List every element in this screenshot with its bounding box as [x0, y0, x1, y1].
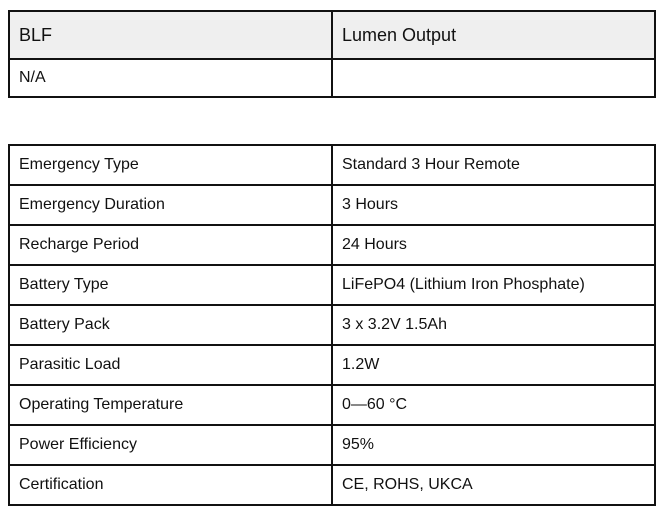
spec-label: Emergency Type [9, 145, 332, 185]
table-row [9, 59, 655, 97]
spec-label: Operating Temperature [9, 385, 332, 425]
table-row [9, 465, 655, 505]
spec-value: 95% [332, 425, 655, 465]
spec-value: Standard 3 Hour Remote [332, 145, 655, 185]
table-header-row [9, 11, 655, 59]
spec-label: Parasitic Load [9, 345, 332, 385]
spec-value: 3 Hours [332, 185, 655, 225]
spec-value: CE, ROHS, UKCA [332, 465, 655, 505]
spec-label: Power Efficiency [9, 425, 332, 465]
spec-label: Battery Pack [9, 305, 332, 345]
table-row [9, 345, 655, 385]
table-row [9, 305, 655, 345]
table-row [9, 185, 655, 225]
spec-label: Emergency Duration [9, 185, 332, 225]
table-row [9, 225, 655, 265]
emergency-spec-table [8, 144, 656, 506]
cell-lumen-output-value [332, 59, 655, 97]
spec-value: 24 Hours [332, 225, 655, 265]
spec-value: LiFePO4 (Lithium Iron Phosphate) [332, 265, 655, 305]
spec-label: Certification [9, 465, 332, 505]
table-row [9, 265, 655, 305]
table-row [9, 425, 655, 465]
table-row [9, 145, 655, 185]
spec-label: Recharge Period [9, 225, 332, 265]
spec-value: 3 x 3.2V 1.5Ah [332, 305, 655, 345]
cell-blf-value: N/A [9, 59, 332, 97]
spec-value: 1.2W [332, 345, 655, 385]
header-cell-lumen-output: Lumen Output [332, 11, 655, 59]
blf-lumen-table [8, 10, 656, 98]
spec-value: 0—60 °C [332, 385, 655, 425]
spec-label: Battery Type [9, 265, 332, 305]
table-row [9, 385, 655, 425]
header-cell-blf: BLF [9, 11, 332, 59]
